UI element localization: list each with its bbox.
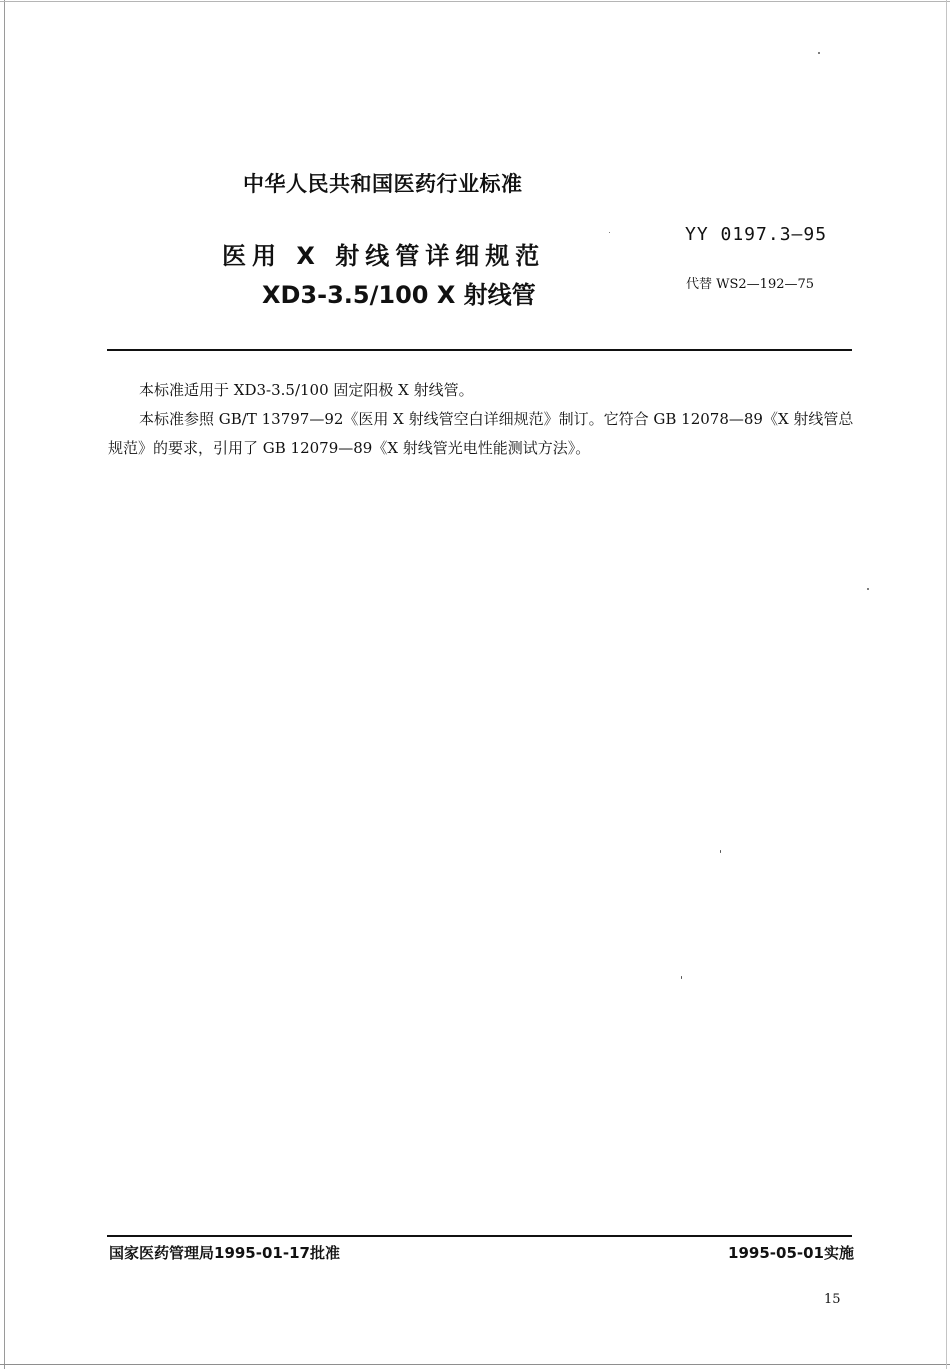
header-divider <box>107 349 852 351</box>
approval-statement: 国家医药管理局1995-01-17批准 <box>109 1244 340 1262</box>
standard-code: YY 0197.3—95 <box>685 224 828 245</box>
effective-date: 1995-05-01实施 <box>728 1244 854 1262</box>
footer-divider <box>107 1235 852 1237</box>
scan-speck <box>720 850 721 853</box>
document-subtitle: XD3-3.5/100 X 射线管 <box>262 281 536 309</box>
document-body <box>108 376 854 463</box>
scan-speck <box>867 588 869 590</box>
scan-edge-top <box>0 1 950 2</box>
scan-edge-bottom <box>0 1364 950 1365</box>
replaces-standard: 代替 WS2—192—75 <box>686 277 815 292</box>
scan-speck <box>818 52 820 54</box>
page-number: 15 <box>824 1292 841 1307</box>
standard-organization: 中华人民共和国医药行业标准 <box>243 172 523 196</box>
scan-edge-left <box>4 0 5 1369</box>
body-paragraph: 本标准适用于 XD3-3.5/100 固定阳极 X 射线管。 <box>139 381 474 399</box>
body-paragraph: 本标准参照 GB/T 13797—92《医用 X 射线管空白详细规范》制订。它符合 GB 12078—89《X 射线管总规范》的要求，引用了 GB 12079—89《X 射线管光电性能测试方法》。 <box>108 410 854 457</box>
scan-speck <box>681 976 682 979</box>
document-title: 医用 X 射线管详细规范 <box>222 242 546 270</box>
scan-speck <box>609 232 610 233</box>
scan-edge-right <box>946 0 947 1369</box>
